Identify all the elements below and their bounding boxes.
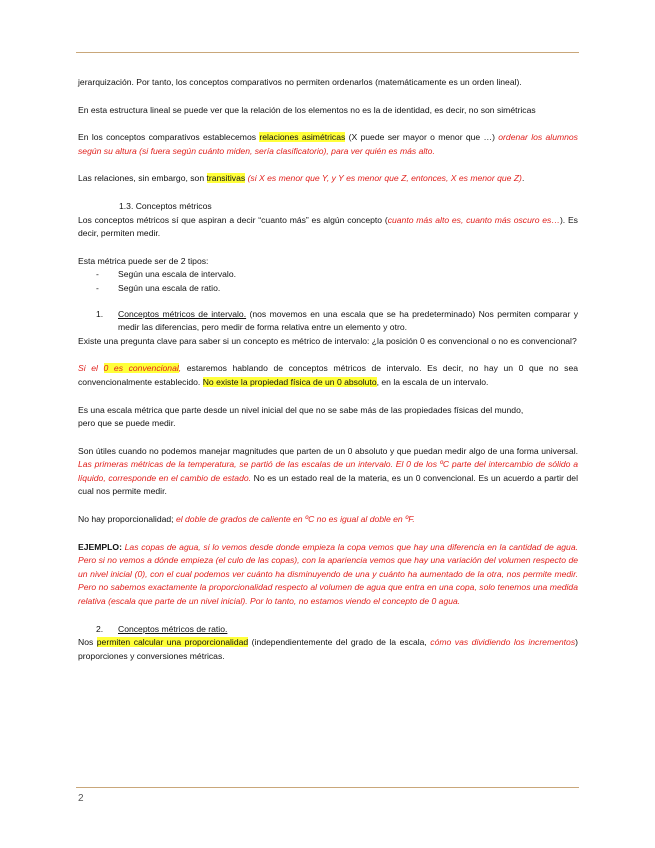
list-item-text: Según una escala de intervalo. — [118, 269, 237, 280]
example-text: Si el — [78, 363, 104, 374]
list-item — [78, 282, 578, 296]
text-run: (independientemente del grado de la escala, — [248, 637, 431, 648]
heading-text: 1.3. Conceptos métricos — [119, 200, 212, 211]
paragraph-text: jerarquización. Por tanto, los conceptos comparativos no permiten ordenarlos (matemáticamente es un orden lineal). — [78, 77, 522, 87]
text-run: (X puede ser mayor o menor que …) — [345, 132, 499, 143]
example-text: Las primeras métricas de la temperatura, se partió de las escalas de un intervalo. El 0 de los ºC parte del intercambio de sólido a líquido, corresponde en el cambio de estado. — [78, 459, 578, 483]
text-run: ) proporciones y conversiones métricas. — [78, 637, 579, 661]
paragraph-ratio — [78, 636, 578, 663]
text-run: No es un estado real de la materia, es un 0 convencional. Es un acuerdo a partir del cual nos permite medir. — [78, 472, 578, 497]
list-bullet: - — [96, 269, 99, 280]
text-run: Los conceptos métricos sí que aspiran a decir “cuanto más” es algún concepto ( — [78, 214, 388, 225]
highlight-transitive: transitivas — [206, 173, 246, 184]
text-run: , en la escala de un intervalo. — [376, 376, 489, 387]
example-text: cuanto más alto es, cuanto más oscuro es… — [387, 214, 560, 225]
paragraph-linear-structure — [78, 104, 578, 118]
paragraph-metric-scale — [78, 404, 528, 431]
highlight-proportionality: permiten calcular una proporcionalidad — [96, 637, 249, 648]
paragraph-key-question — [78, 335, 578, 349]
numbered-item-ratio — [78, 623, 578, 637]
text-run: Nos — [78, 637, 97, 648]
paragraph-example — [78, 541, 578, 609]
item-title: Conceptos métricos de ratio. — [118, 623, 228, 634]
highlight-absolute-zero: No existe la propiedad física de un 0 absoluto — [202, 376, 377, 387]
paragraph-ordering — [78, 76, 578, 90]
item-title: Conceptos métricos de intervalo. — [118, 308, 247, 319]
example-text: cómo vas dividiendo los incrementos — [430, 637, 576, 648]
paragraph-text: En esta estructura lineal se puede ver que la relación de los elementos no es la de identidad, es decir, no son simétricas — [78, 104, 536, 115]
highlight-conventional-zero: 0 es convencional — [103, 363, 179, 374]
item-body — [118, 308, 578, 335]
header-rule — [76, 52, 579, 53]
text-run: No hay proporcionalidad; — [78, 514, 176, 525]
example-text: ordenar los alumnos según su altura (si fuera según cuánto miden, sería clasificatorio), para ver quién es más alto. — [78, 132, 578, 156]
highlight-asymmetric: relaciones asimétricas — [259, 132, 346, 143]
paragraph-proportionality — [78, 513, 578, 527]
paragraph-text: Existe una pregunta clave para saber si un concepto es métrico de intervalo: ¿la posición 0 es convencional o no es convencional? — [78, 335, 577, 346]
footer-rule — [76, 787, 579, 788]
text-run: Son útiles cuando no podemos manejar magnitudes que parten de un 0 absoluto y que puedan medir algo de una forma universal. — [78, 445, 578, 456]
page-number: 2 — [78, 793, 84, 804]
page-content — [78, 76, 578, 663]
section-heading-metric — [78, 200, 578, 214]
item-text: (nos movemos en una escala que se ha predeterminado) Nos permiten comparar y medir las diferencias, pero medir de forma relativa entre un elemento y otro. — [118, 308, 578, 333]
paragraph-text: Esta métrica puede ser de 2 tipos: — [78, 255, 209, 266]
text-run: ). Es decir, permiten medir. — [78, 214, 578, 239]
numbered-item-interval — [78, 308, 578, 335]
types-list — [78, 268, 578, 295]
text-run: En los conceptos comparativos establecemos — [78, 132, 260, 143]
paragraph-metric-concepts — [78, 214, 578, 241]
list-item — [78, 268, 578, 282]
paragraph-transitive — [78, 172, 578, 186]
list-bullet: - — [96, 282, 99, 293]
text-run: . — [521, 173, 525, 184]
example-text: , — [178, 363, 182, 374]
example-label: EJEMPLO: — [78, 541, 125, 552]
text-run: Las relaciones, sin embargo, son — [78, 173, 207, 184]
item-number: 2. — [96, 623, 104, 634]
example-text: el doble de grados de caliente en ºC no es igual al doble en ºF. — [175, 514, 415, 525]
list-item-text: Según una escala de ratio. — [118, 282, 221, 293]
item-body — [118, 623, 578, 637]
example-text: Las copas de agua, si lo vemos desde donde empieza la copa vemos que hay una diferencia en la cantidad de agua. Pero si no vemos a dónde empieza (el culo de las copas), con la apariencia vemos que hay una variación del volumen respecto de un nivel inicial (0), con el cual podemos ver cuánto ha disminuyendo de una y cuánto ha aumentado de la otra, nos permite medir. Pero no sabemos exactamente la proporcionalidad respecto al volumen de agua que entra en una copa, solo tenemos una medida relativa (escala que parte de un nivel inicial). Por lo tanto, no estamos viendo el concepto de 0 agua. — [78, 541, 578, 607]
item-number: 1. — [96, 308, 104, 319]
text-run: estaremos hablando de conceptos métricos de intervalo. Es decir, no hay un 0 que no sea convencionalmente establecido. — [78, 363, 579, 387]
paragraph-asymmetric — [78, 131, 578, 158]
paragraph-conventional-zero — [78, 362, 578, 389]
example-text: (si X es menor que Y, y Y es menor que Z, entonces, X es menor que Z) — [245, 173, 522, 184]
paragraph-text: Es una escala métrica que parte desde un nivel inicial del que no se sabe más de las propiedades físicas del mundo, pero que se puede medir. — [78, 404, 524, 429]
paragraph-two-types — [78, 255, 578, 269]
paragraph-useful — [78, 445, 578, 499]
